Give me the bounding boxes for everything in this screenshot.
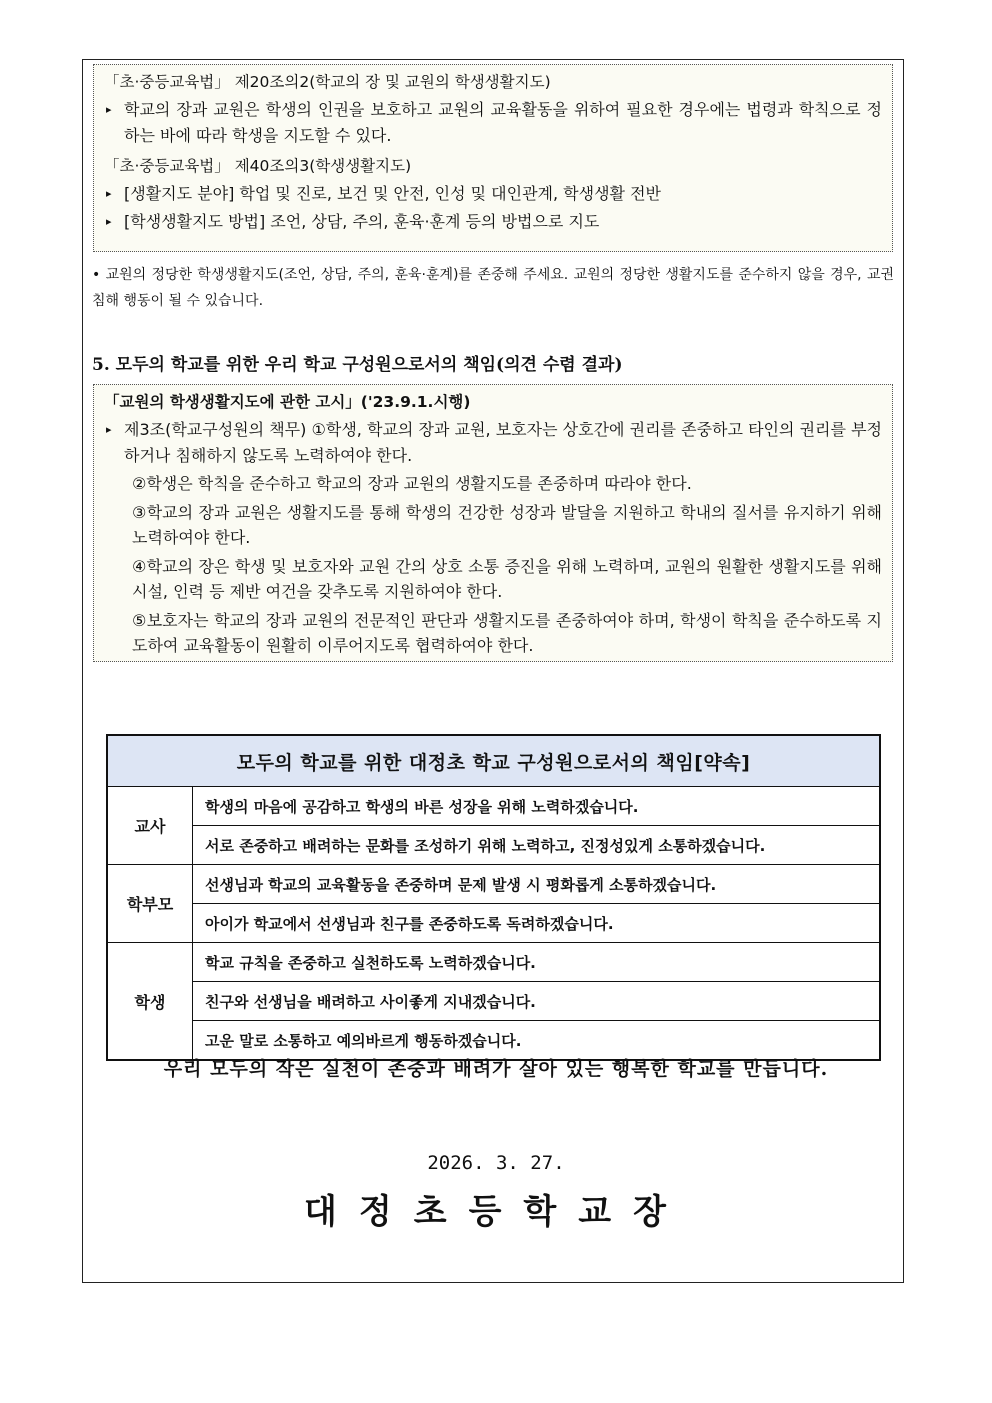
parent-pledge-1: 선생님과 학교의 교육활동을 존중하며 문제 발생 시 평화롭게 소통하겠습니다. [193, 865, 881, 904]
notice-item-5: ⑤보호자는 학교의 장과 교원의 전문적인 판단과 생활지도를 존중하여야 하며, 학생이 학칙을 준수하도록 지도하여 교육활동이 원활히 이루어지도록 협력하여야 한다. [132, 611, 882, 655]
law-bullet-3: ▸ [학생생활지도 방법] 조언, 상담, 주의, 훈육·훈계 등의 방법으로 지도 [104, 209, 882, 235]
pledge-table [106, 734, 881, 1061]
notice-item-2: ②학생은 학칙을 준수하고 학교의 장과 교원의 생활지도를 존중하며 따라야 한다. [132, 474, 692, 493]
law-box-1 [93, 64, 893, 252]
student-pledge-3: 고운 말로 소통하고 예의바르게 행동하겠습니다. [193, 1021, 881, 1061]
teacher-pledge-2: 서로 존중하고 배려하는 문화를 조성하기 위해 노력하고, 진정성있게 소통하겠습니다. [193, 826, 881, 865]
law-bullet-2: ▸ [생활지도 분야] 학업 및 진로, 보건 및 안전, 인성 및 대인관계, 학생생활 전반 [104, 181, 882, 207]
student-pledge-2: 친구와 선생님을 배려하고 사이좋게 지내겠습니다. [193, 982, 881, 1021]
role-student: 학생 [107, 943, 193, 1061]
role-parent: 학부모 [107, 865, 193, 943]
issue-date: 2026. 3. 27. [427, 1152, 565, 1174]
notice-article-3: ▸ 제3조(학교구성원의 책무) ①학생, 학교의 장과 교원, 보호자는 상호간에 권리를 존중하고 타인의 권리를 부정하거나 침해하지 않도록 노력하여야 한다. [104, 417, 882, 469]
teacher-pledge-1: 학생의 마음에 공감하고 학생의 바른 성장을 위해 노력하겠습니다. [193, 787, 881, 826]
law-title-2: 「초·중등교육법」 제40조의3(학생생활지도) [104, 157, 412, 175]
guidance-note: • 교원의 정당한 학생생활지도(조언, 상담, 주의, 훈육·훈계)를 존중해 주세요. 교원의 정당한 생활지도를 준수하지 않을 경우, 교권침해 행동이 될 수 있습니다. [92, 267, 894, 309]
signer-name: 대정초등학교장 [304, 1192, 688, 1232]
closing-statement: 우리 모두의 작은 실천이 존중과 배려가 살아 있는 행복한 학교를 만듭니다. [163, 1058, 829, 1080]
parent-pledge-2: 아이가 학교에서 선생님과 친구를 존중하도록 독려하겠습니다. [193, 904, 881, 943]
law-box-2 [93, 384, 893, 662]
notice-item-4: ④학교의 장은 학생 및 보호자와 교원 간의 상호 소통 증진을 위해 노력하며, 교원의 원활한 생활지도를 위해 시설, 인력 등 제반 여건을 갖추도록 지원하여야 한다. [132, 557, 882, 601]
law-bullet-1: ▸ 학교의 장과 교원은 학생의 인권을 보호하고 교원의 교육활동을 위하여 필요한 경우에는 법령과 학칙으로 정하는 바에 따라 학생을 지도할 수 있다. [104, 97, 882, 149]
notice-item-3: ③학교의 장과 교원은 생활지도를 통해 학생의 건강한 성장과 발달을 지원하고 학내의 질서를 유지하기 위해 노력하여야 한다. [132, 503, 882, 547]
pledge-title: 모두의 학교를 위한 대정초 학교 구성원으로서의 책임[약속] [107, 735, 880, 787]
notice-title: 「교원의 학생생활지도에 관한 고시」('23.9.1.시행) [104, 393, 471, 411]
section-5-title: 5. 모두의 학교를 위한 우리 학교 구성원으로서의 책임(의견 수렴 결과) [92, 355, 623, 375]
law-title-1: 「초·중등교육법」 제20조의2(학교의 장 및 교원의 학생생활지도) [104, 73, 551, 91]
student-pledge-1: 학교 규칙을 존중하고 실천하도록 노력하겠습니다. [193, 943, 881, 982]
role-teacher: 교사 [107, 787, 193, 865]
